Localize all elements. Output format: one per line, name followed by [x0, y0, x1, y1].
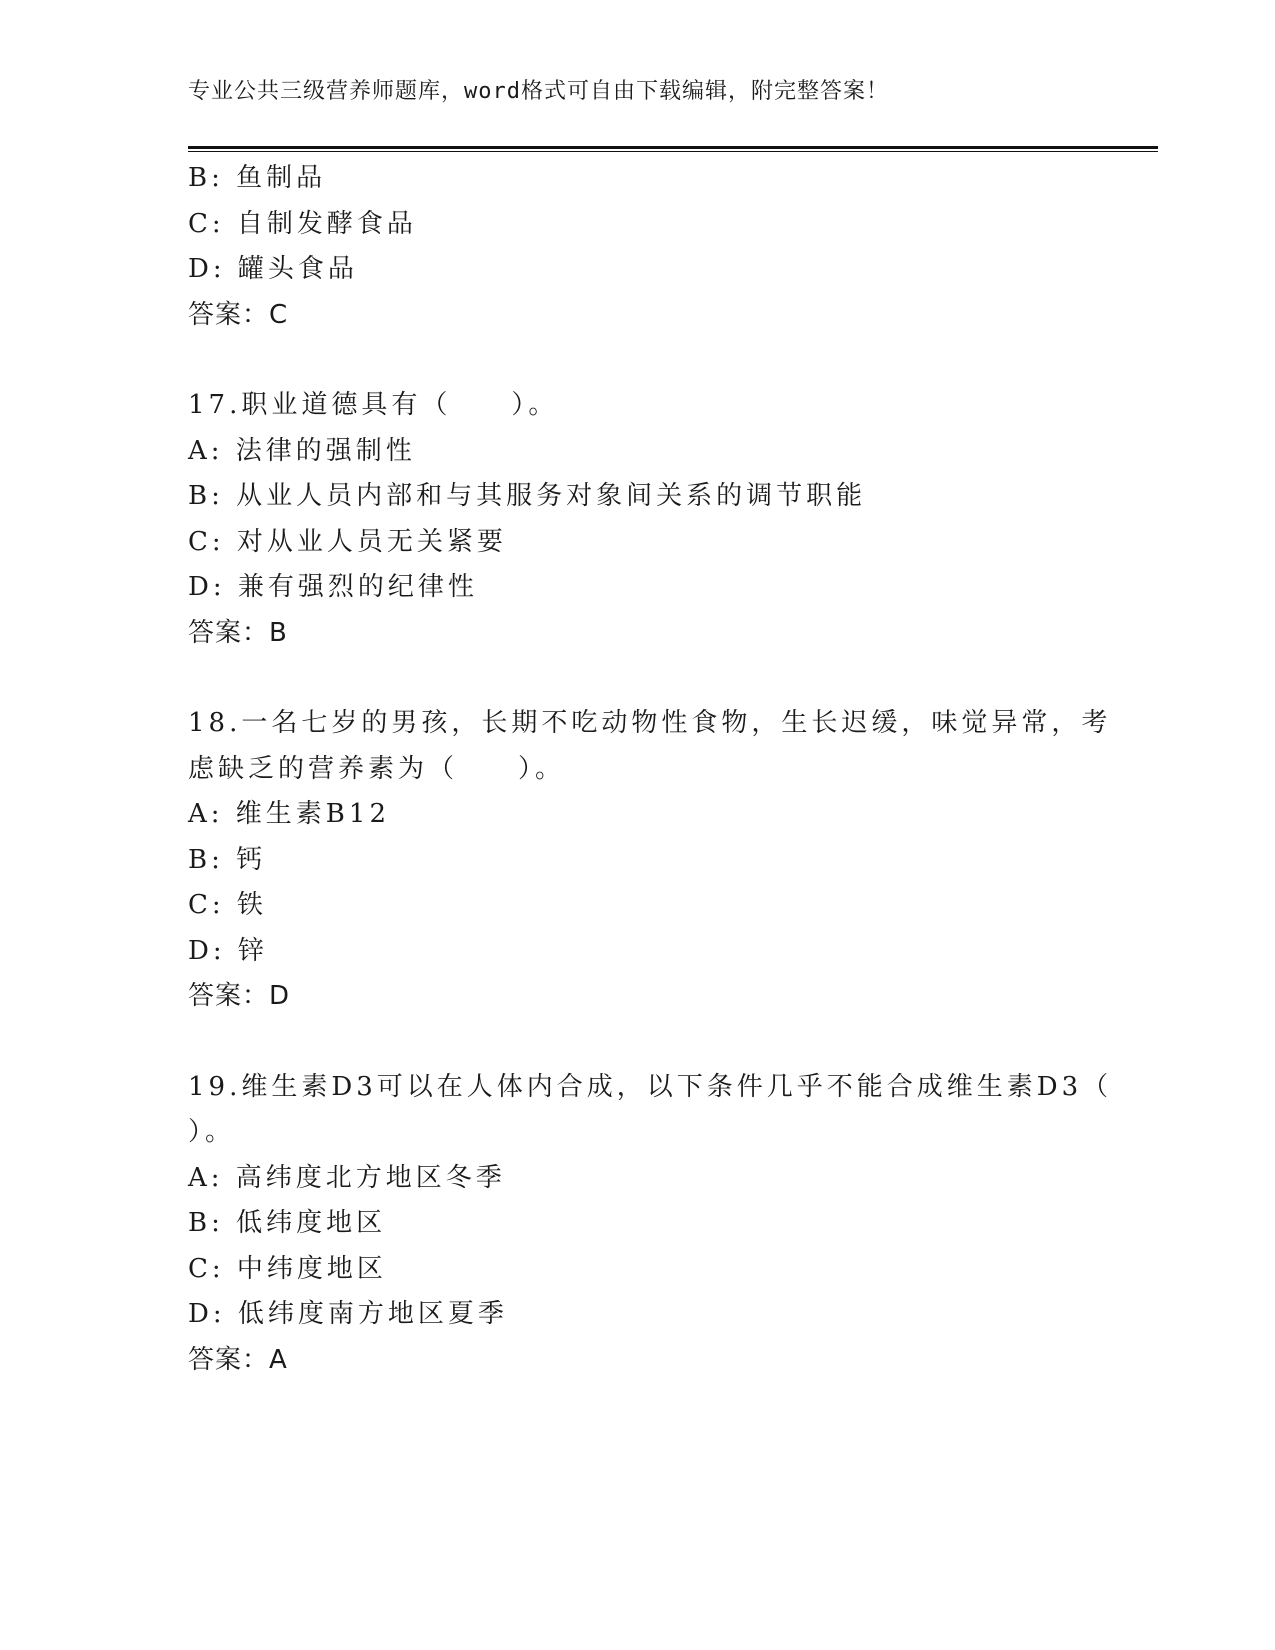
answer: 答案：C — [188, 299, 289, 330]
question-content — [188, 156, 1113, 1383]
header-rule — [188, 146, 1158, 152]
option-b: B: 低纬度地区 — [188, 1208, 387, 1238]
answer: 答案：B — [188, 617, 288, 648]
option-b: B: 从业人员内部和与其服务对象间关系的调节职能 — [188, 481, 867, 511]
option-b: B: 钙 — [188, 844, 267, 875]
question-block-18 — [188, 701, 1112, 1020]
option-c: C: 中纬度地区 — [188, 1253, 387, 1284]
option-b: B: 鱼制品 — [188, 163, 327, 193]
option-d: D: 兼有强烈的纪律性 — [188, 572, 478, 602]
page-header: 专业公共三级营养师题库，word格式可自由下载编辑，附完整答案！ — [188, 79, 889, 104]
question-block-19 — [188, 1065, 1113, 1384]
answer: 答案：D — [188, 981, 291, 1011]
option-c: C: 铁 — [188, 890, 267, 920]
option-a: A: 维生素B12 — [188, 799, 390, 829]
question-stem: 19.维生素D3可以在人体内合成，以下条件几乎不能合成维生素D3（ — [188, 1071, 1113, 1102]
option-a: A: 高纬度北方地区冬季 — [188, 1162, 506, 1193]
option-d: D: 低纬度南方地区夏季 — [188, 1299, 508, 1329]
question-stem: 17.职业道德具有（ ）。 — [188, 390, 559, 420]
answer: 答案：A — [188, 1344, 288, 1375]
option-c: C: 自制发酵食品 — [188, 208, 417, 239]
option-d: D: 罐头食品 — [188, 254, 358, 284]
question-block-17 — [188, 383, 1088, 656]
question-stem-continued: 虑缺乏的营养素为（ ）。 — [188, 753, 566, 784]
option-c: C: 对从业人员无关紧要 — [188, 526, 507, 557]
option-d: D: 锌 — [188, 935, 268, 966]
question-stem: 18.一名七岁的男孩，长期不吃动物性食物，生长迟缓，味觉异常，考 — [188, 708, 1112, 738]
question-block-16 — [188, 156, 1088, 338]
question-stem-continued: ）。 — [188, 1117, 236, 1147]
option-a: A: 法律的强制性 — [188, 435, 416, 466]
